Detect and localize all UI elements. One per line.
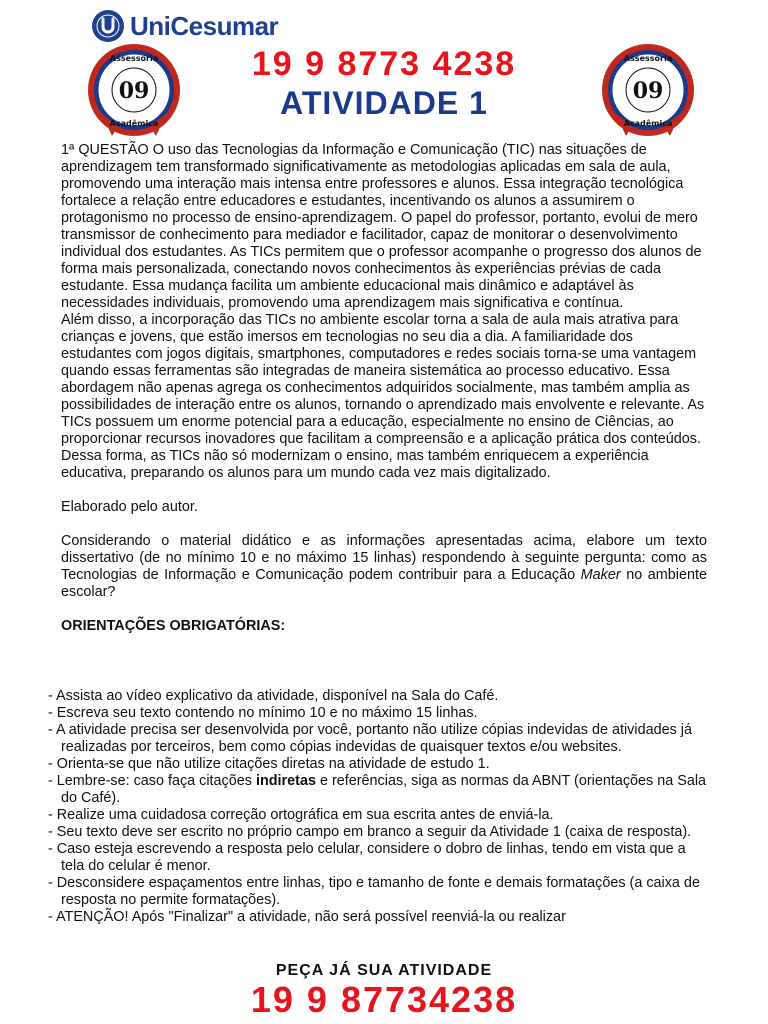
list-item: - Escreva seu texto contendo no mínimo 10 e no máximo 15 linhas.: [48, 705, 478, 721]
list-item: - Orienta-se que não utilize citações diretas na atividade de estudo 1.: [48, 756, 490, 772]
seal-mark: 09: [632, 78, 664, 104]
list-item: - Desconsidere espaçamentos entre linhas, tipo e tamanho de fonte e demais formatações (a caixa de resposta no permite formatações).: [48, 875, 700, 908]
source-note: Elaborado pelo autor.: [61, 499, 198, 515]
unicesumar-logo: [92, 10, 278, 42]
orientacoes-list: [48, 688, 708, 926]
list-item-emphasis: indiretas: [255, 773, 316, 789]
brand-name: UniCesumar: [130, 11, 279, 41]
question-prompt-b: no ambiente escolar?: [61, 567, 708, 600]
list-item: [48, 773, 708, 807]
question-content: [61, 142, 707, 635]
footer-phone: 19 9 87734238: [250, 979, 518, 1020]
page-title: ATIVIDADE 1: [280, 85, 488, 121]
list-item: - A atividade precisa ser desenvolvida por você, portanto não utilize cópias indevidas de atividades já realizadas por terceiros, bem como cópias indevidas de quaisquer textos e/ou websites.: [48, 722, 692, 755]
unicesumar-logo-icon: [92, 10, 124, 42]
seal-text-bottom: Acadêmica: [623, 119, 673, 128]
question-paragraph-2: Além disso, a incorporação das TICs no ambiente escolar torna a sala de aula mais atrativa para crianças e jovens, que estão imersos em tecnologias no seu dia a dia. A familiaridade dos estudantes com jogos digitais, smartphones, computadores e redes sociais torna-se uma vantagem quando essas ferramentas são integradas de maneira sistemática ao processo educativo. Essa abordagem não apenas agrega os conhecimentos adquiridos socialmente, mas também amplia as possibilidades de interação entre os alunos, tornando o aprendizado mais envolvente e relevante. As TICs possuem um enorme potencial para a educação, especialmente no ensino de Ciências, ao proporcionar recursos inovadores que facilitam a compreensão e a aplicação prática dos conteúdos. Dessa forma, as TICs não só modernizam o ensino, mas também enriquecem a experiência educativa, preparando os alunos para um mundo cada vez mais digitalizado.: [61, 312, 705, 481]
seal-text-bottom: Acadêmica: [109, 119, 159, 128]
question-prompt: [61, 533, 707, 601]
list-item-text: e referências, siga as normas da ABNT (orientações na Sala do Café).: [61, 773, 707, 806]
list-item: - ATENÇÃO! Após "Finalizar" a atividade, não será possível reenviá-la ou realizar: [48, 909, 566, 925]
list-item-text: - Lembre-se: caso faça citações: [48, 773, 256, 789]
list-item: - Assista ao vídeo explicativo da atividade, disponível na Sala do Café.: [48, 688, 499, 704]
seal-text-top: Assessoria: [623, 54, 673, 63]
orientacoes-heading: ORIENTAÇÕES OBRIGATÓRIAS:: [61, 618, 286, 634]
footer-cta: PEÇA JÁ SUA ATIVIDADE: [275, 962, 493, 979]
question-paragraph-1: 1ª QUESTÃO O uso das Tecnologias da Informação e Comunicação (TIC) nas situações de aprendizagem tem transformado significativamente as metodologias aplicadas em sala de aula, promovendo uma interação mais intensa entre professores e alunos. Essa integração tecnológica fortalece a relação entre educadores e estudantes, incentivando os alunos a assumirem o protagonismo no processo de ensino-aprendizagem. O papel do professor, portanto, evolui de mero transmissor de conhecimento para mediador e facilitador, capaz de monitorar o desenvolvimento individual dos estudantes. As TICs permitem que o professor acompanhe o progresso dos alunos de forma mais personalizada, conectando novos conhecimentos às experiências prévias de cada estudante. Essa mudança facilita um ambiente educacional mais dinâmico e adaptável às necessidades individuais, promovendo uma aprendizagem mais significativa e contínua.: [61, 142, 702, 311]
seal-mark: 09: [118, 78, 150, 104]
list-item: - Caso esteja escrevendo a resposta pelo celular, considere o dobro de linhas, tendo em vista que a tela do celular é menor.: [48, 841, 686, 874]
question-prompt-a: Considerando o material didático e as informações apresentadas acima, elabore um texto dissertativo (de no mínimo 10 e no máximo 15 linhas) respondendo à seguinte pergunta: como as Tecnologias de Informação e Comunicação podem contribuir para a Educação: [61, 533, 707, 583]
list-item: - Realize uma cuidadosa correção ortográfica em sua escrita antes de enviá-la.: [48, 807, 554, 823]
seal-text-top: Assessoria: [109, 54, 159, 63]
question-prompt-maker: Maker: [580, 567, 621, 583]
header-phone: 19 9 8773 4238: [251, 45, 517, 83]
list-item: - Seu texto deve ser escrito no próprio campo em branco a seguir da Atividade 1 (caixa de resposta).: [48, 824, 692, 840]
